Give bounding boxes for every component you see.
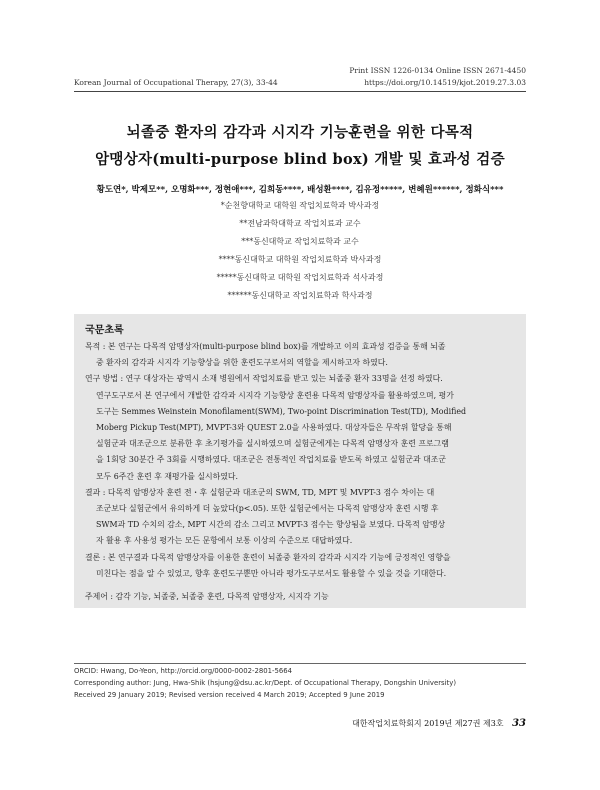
abstract-keywords: 주제어 : 감각 기능, 뇌졸중, 뇌졸중 훈련, 다목적 암맹상자, 시지각 기능 xyxy=(85,592,329,602)
affiliation-6: ******동신대학교 작업치료학과 학사과정 xyxy=(227,291,373,300)
abstract-line: 조군보다 실험군에서 유의하게 더 높았다(p<.05). 또한 실험군에서는 다목적 암맹상자 훈련 시행 후 xyxy=(96,504,439,514)
abstract-line: 중 환자의 감각과 시지각 기능향상을 위한 훈련도구로서의 역할을 제시하고자 하였다. xyxy=(96,358,388,368)
affiliation-1: *순천향대학교 대학원 작업치료학과 박사과정 xyxy=(220,201,380,210)
footnote-orcid: ORCID: Hwang, Do-Yeon, http://orcid.org/0000-0002-2801-5664 xyxy=(74,667,293,675)
abstract-line: 모두 6주간 훈련 후 재평가를 실시하였다. xyxy=(96,471,239,481)
issn-line: Print ISSN 1226-0134 Online ISSN 2671-4450 xyxy=(349,66,526,75)
page-number: 33 xyxy=(512,718,526,729)
abstract-line: 연구도구로서 본 연구에서 개발한 감각과 시지각 기능향상 훈련용 다목적 암맹상자를 활용하였으며, 평가 xyxy=(96,390,454,400)
abstract-line: Moberg Pickup Test(MPT), MVPT-3와 QUEST 2.0을 사용하였다. 대상자들은 무작위 할당을 통해 xyxy=(96,423,452,433)
footer-journal-name: 대한작업치료학회지 2019년 제27권 제3호 xyxy=(352,719,504,728)
abstract-line: 을 1회당 30분간 주 3회를 시행하였다. 대조군은 전통적인 작업치료를 받도록 하였고 실험군과 대조군 xyxy=(96,455,446,465)
abstract-line: 자 활용 후 사용성 평가는 모든 문항에서 보통 이상의 수준으로 대답하였다. xyxy=(96,536,353,546)
affiliation-5: *****동신대학교 대학원 작업치료학과 석사과정 xyxy=(216,273,384,282)
abstract-line: 결과 : 다목적 암맹상자 훈련 전・후 실험군과 대조군의 SWM, TD, MPT 및 MVPT-3 점수 차이는 대 xyxy=(85,487,435,497)
affiliation-2: **전남과학대학교 작업치료과 교수 xyxy=(239,219,361,228)
header-rule xyxy=(74,91,526,92)
page-footer xyxy=(352,718,526,729)
abstract-gap xyxy=(85,582,518,589)
paper-title-line-1: 뇌졸중 환자의 감각과 시지각 기능훈련을 위한 다목적 xyxy=(126,124,474,141)
abstract-line: 목적 : 본 연구는 다목적 암맹상자(multi-purpose blind box)를 개발하고 이의 효과성 검증을 통해 뇌졸 xyxy=(85,342,446,351)
abstract-heading: 국문초록 xyxy=(85,325,124,336)
author-list: 황도연*, 박제모**, 오명화***, 정현애***, 김희동****, 배성환****, 김유정*****, 변혜원******, 정화식*** xyxy=(96,185,504,195)
doi-link[interactable]: https://doi.org/10.14519/kjot.2019.27.3.03 xyxy=(364,78,526,87)
footnote-corresponding-author: Corresponding author: Jung, Hwa-Shik (hsjung@dsu.ac.kr/Dept. of Occupational Therapy, Dongshin University) xyxy=(74,679,457,687)
abstract-line: 실험군과 대조군으로 분류한 후 초기평가를 실시하였으며 실험군에게는 다목적 암맹상자 훈련 프로그램 xyxy=(96,439,449,449)
abstract-line: SWM과 TD 수치의 감소, MPT 시간의 감소 그리고 MVPT-3 점수는 향상됨을 보였다. 다목적 암맹상 xyxy=(96,520,446,530)
paper-title-line-2: 암맹상자(multi-purpose blind box) 개발 및 효과성 검증 xyxy=(95,151,505,168)
abstract-line: 결론 : 본 연구결과 다목적 암맹상자를 이용한 훈련이 뇌졸중 환자의 감각과 시지각 기능에 긍정적인 영향을 xyxy=(85,552,451,562)
abstract-box xyxy=(74,314,526,608)
abstract-line: 도구는 Semmes Weinstein Monofilament(SWM), Two-point Discrimination Test(TD), Modified xyxy=(96,406,467,416)
journal-citation: Korean Journal of Occupational Therapy, 27(3), 33-44 xyxy=(74,78,278,87)
affiliation-4: ****동신대학교 대학원 작업치료학과 박사과정 xyxy=(218,255,382,264)
footnote-rule xyxy=(74,663,526,664)
footnote-received-dates: Received 29 January 2019; Revised version received 4 March 2019; Accepted 9 June 2019 xyxy=(74,691,385,699)
affiliation-3: ***동신대학교 작업치료학과 교수 xyxy=(241,237,359,246)
abstract-line: 연구 방법 : 연구 대상자는 광역시 소재 병원에서 작업치료를 받고 있는 뇌졸중 환자 33명을 선정 하였다. xyxy=(85,374,443,384)
abstract-body xyxy=(85,339,518,605)
abstract-line: 미친다는 점을 알 수 있었고, 향후 훈련도구뿐만 아니라 평가도구로서도 활용할 수 있을 것을 기대한다. xyxy=(96,568,447,578)
